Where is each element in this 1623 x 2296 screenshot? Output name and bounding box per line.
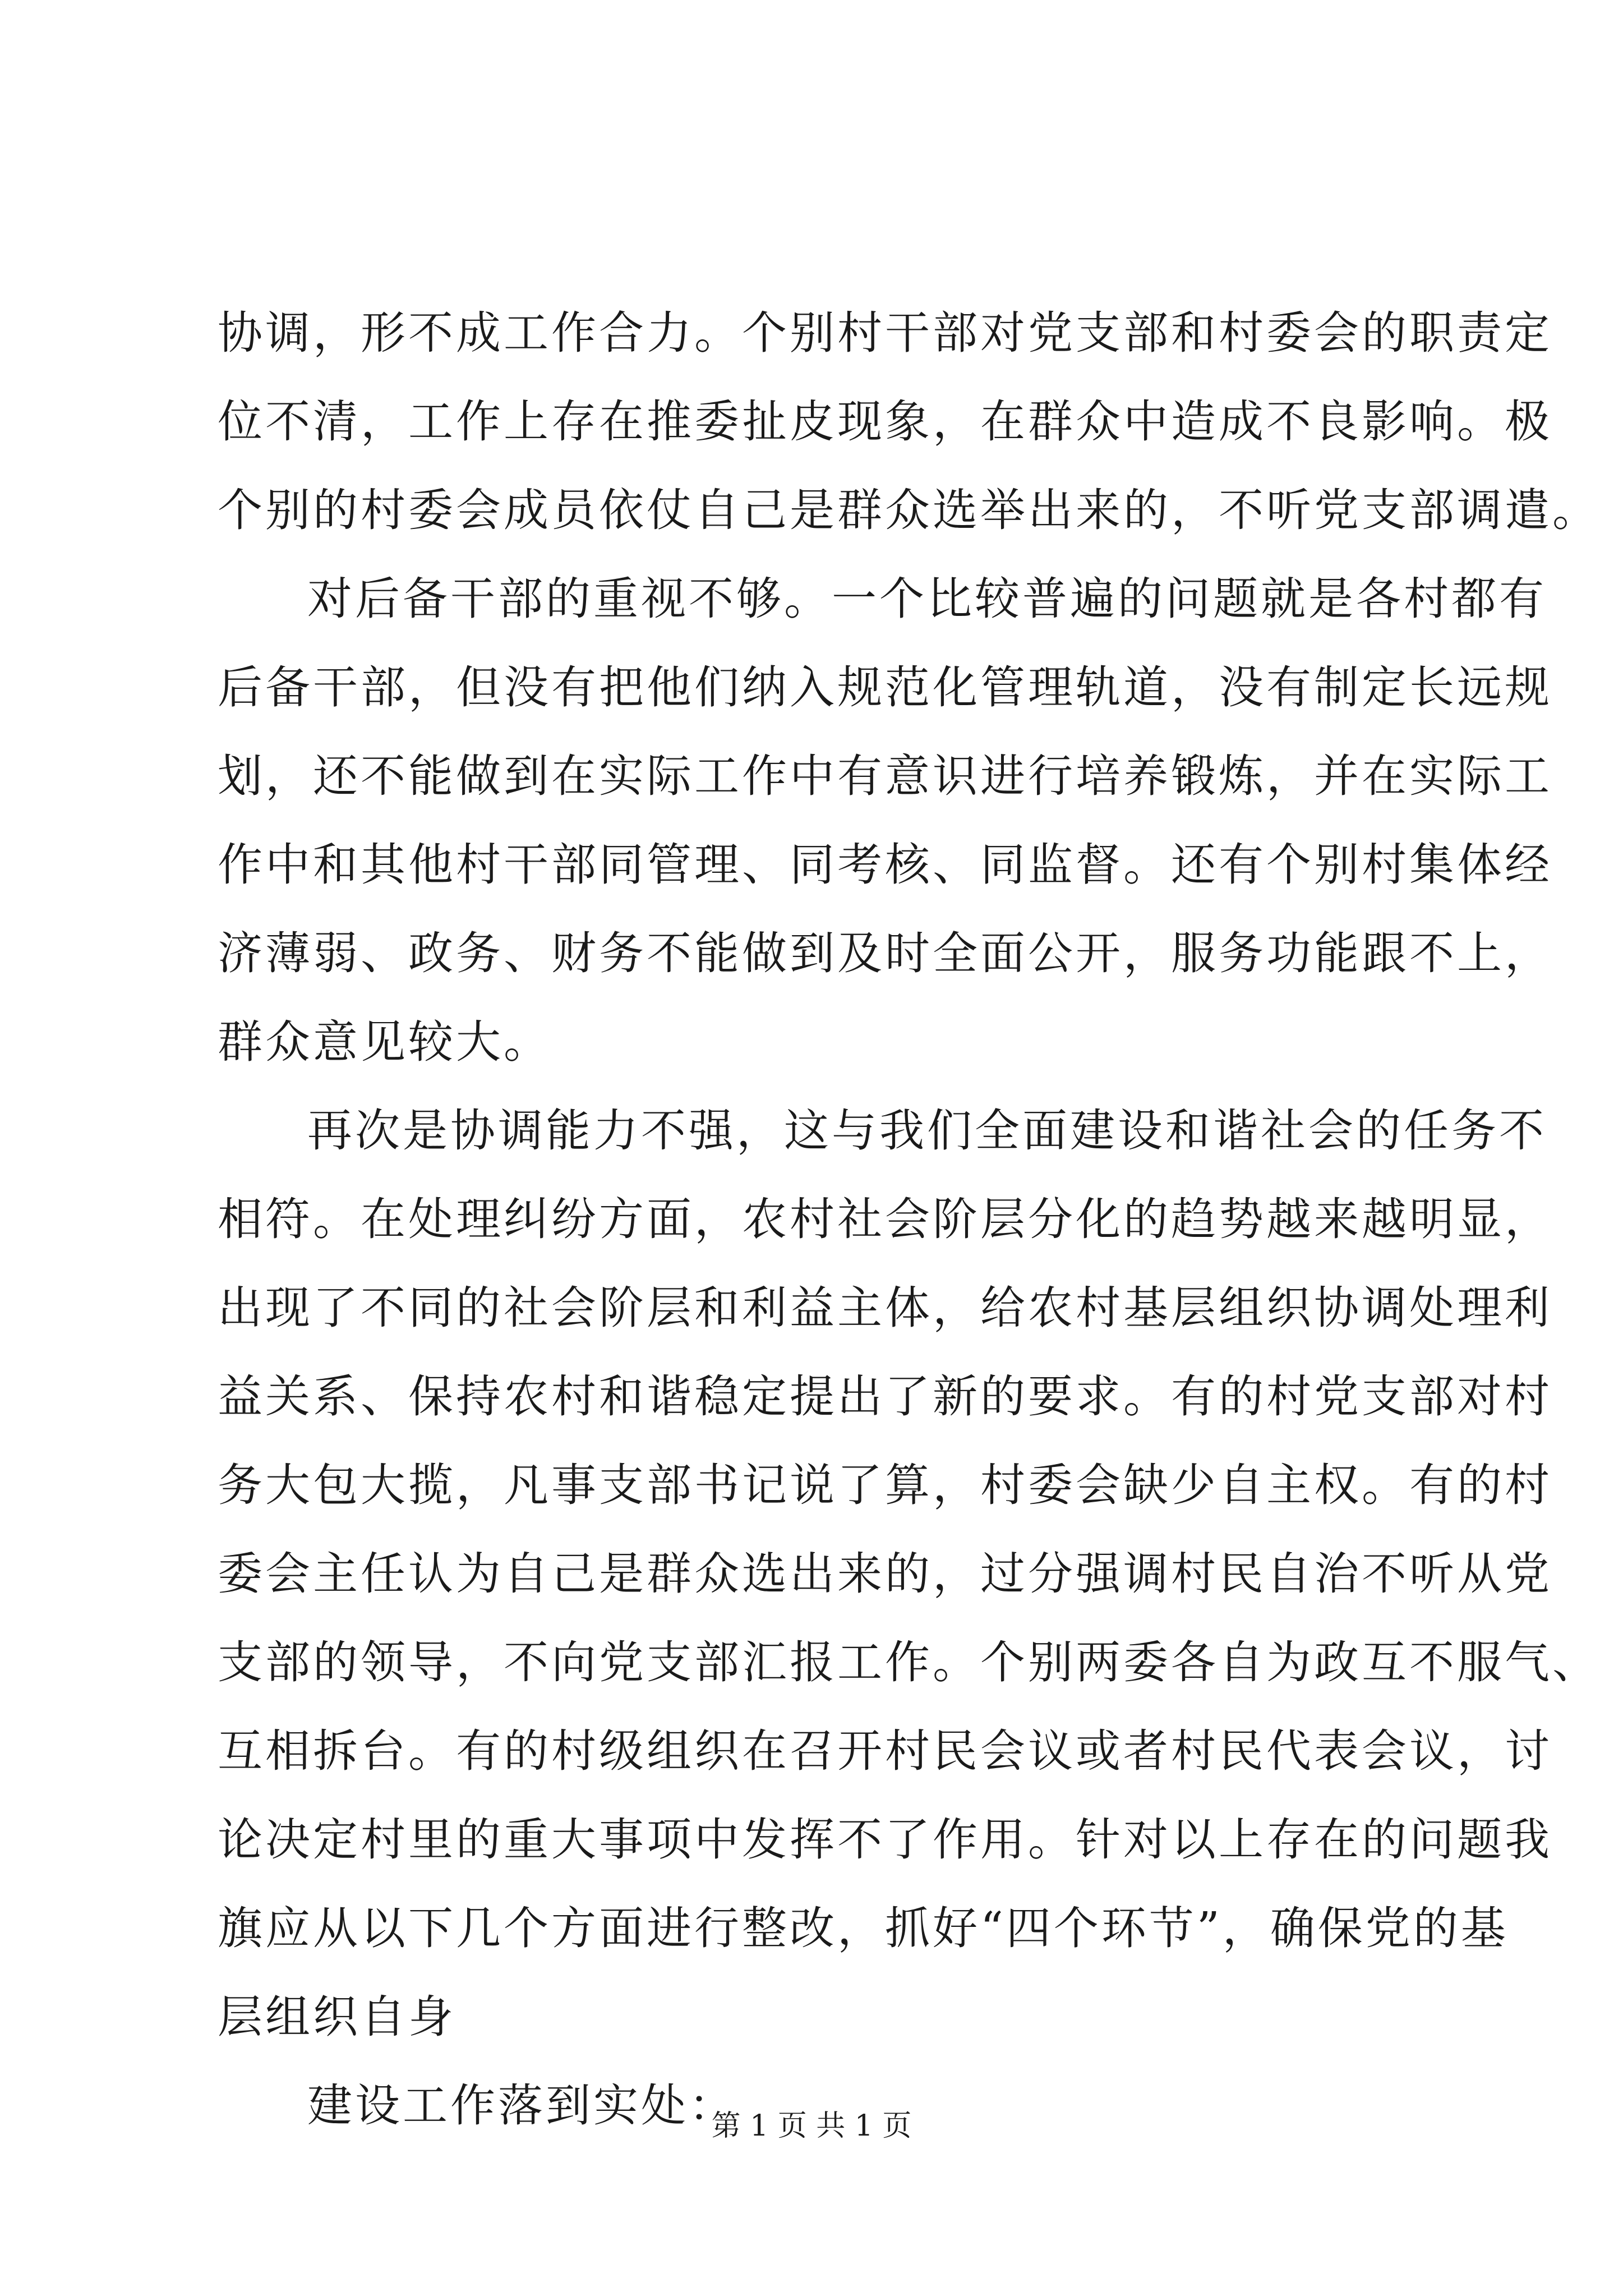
text-line: 旗应从以下几个方面进行整改，抓好“四个环节”，确保党的基 — [218, 1902, 1509, 1954]
text-line: 务大包大揽，凡事支部书记说了算，村委会缺少自主权。有的村 — [218, 1459, 1552, 1511]
text-line: 群众意见较大。 — [218, 1016, 551, 1068]
text-line: 论决定村里的重大事项中发挥不了作用。针对以上存在的问题我 — [218, 1814, 1552, 1866]
text-line: 对后备干部的重视不够。一个比较普遍的问题就是各村都有 — [307, 573, 1547, 625]
text-line: 互相拆台。有的村级组织在召开村民会议或者村民代表会议，讨 — [218, 1725, 1552, 1777]
text-line: 再次是协调能力不强，这与我们全面建设和谐社会的任务不 — [307, 1105, 1547, 1157]
text-line: 后备干部，但没有把他们纳入规范化管理轨道，没有制定长远规 — [218, 661, 1552, 714]
text-line: 建设工作落到实处： — [307, 2079, 736, 2132]
text-line: 委会主任认为自己是群众选出来的，过分强调村民自治不听从党 — [218, 1548, 1552, 1600]
text-line: 出现了不同的社会阶层和利益主体，给农村基层组织协调处理利 — [218, 1282, 1552, 1334]
text-line: 作中和其他村干部同管理、同考核、同监督。还有个别村集体经 — [218, 839, 1552, 891]
text-line: 协调，形不成工作合力。个别村干部对党支部和村委会的职责定 — [218, 307, 1552, 359]
text-line: 个别的村委会成员依仗自己是群众选举出来的，不听党支部调遣。 — [218, 484, 1600, 536]
page-number-footer: 第 1 页 共 1 页 — [711, 2109, 912, 2143]
document-body — [218, 289, 1600, 2150]
text-line: 济薄弱、政务、财务不能做到及时全面公开，服务功能跟不上， — [218, 927, 1552, 979]
text-line: 层组织自身 — [218, 1991, 456, 2043]
text-line: 益关系、保持农村和谐稳定提出了新的要求。有的村党支部对村 — [218, 1370, 1552, 1423]
text-line: 位不清，工作上存在推委扯皮现象，在群众中造成不良影响。极 — [218, 395, 1552, 448]
text-line: 划，还不能做到在实际工作中有意识进行培养锻炼，并在实际工 — [218, 750, 1552, 802]
text-line: 支部的领导，不向党支部汇报工作。个别两委各自为政互不服气、 — [218, 1636, 1600, 1688]
text-line: 相符。在处理纠纷方面，农村社会阶层分化的趋势越来越明显， — [218, 1193, 1552, 1245]
